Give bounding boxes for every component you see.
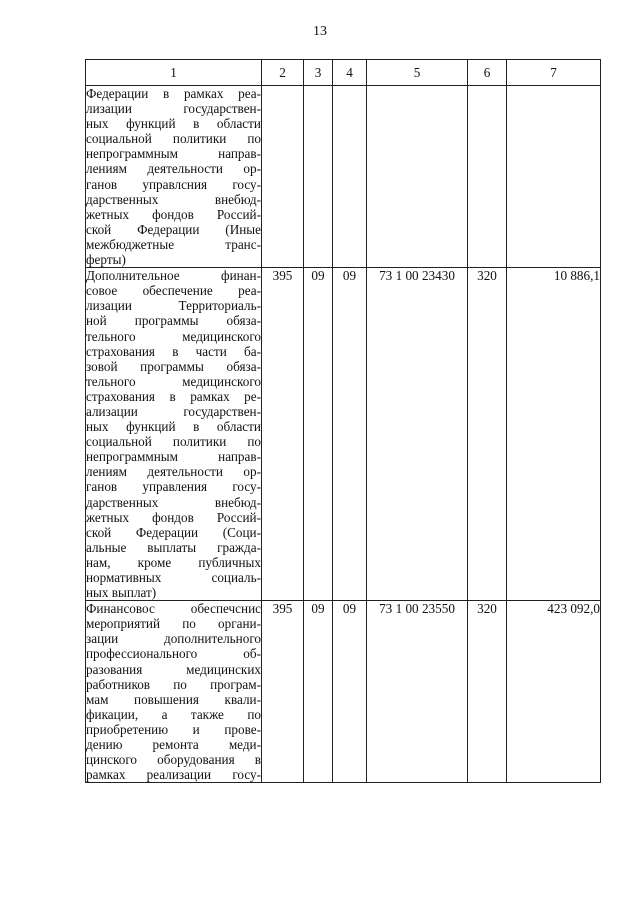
description-line: дарственных внебюд- (86, 191, 261, 207)
cell-section (304, 86, 333, 268)
table-row (86, 601, 601, 783)
cell-ministry-code (262, 86, 304, 268)
description-line: рамках реализации госу- (86, 767, 261, 783)
row-description (86, 86, 262, 268)
cell-amount: 423 092,0 (507, 601, 601, 783)
header-row (86, 60, 601, 86)
description-line: социальной политики по (86, 131, 261, 147)
cell-expense-type: 320 (468, 601, 507, 783)
header-cell-4: 4 (333, 60, 367, 86)
cell-subsection: 09 (333, 601, 367, 783)
description-line: работников по програм- (86, 676, 261, 692)
description-line: Финансовос обеспечснис (86, 601, 261, 617)
description-line: жетных фондов Россий- (86, 509, 261, 525)
cell-expense-type: 320 (468, 268, 507, 601)
description-line: мероприятий по органи- (86, 616, 261, 632)
page-number: 13 (313, 24, 327, 39)
description-line: ганов управлсния госу- (86, 176, 261, 192)
cell-section: 09 (304, 268, 333, 601)
description-line: мам повышения квали- (86, 691, 261, 707)
description-line: ской Федерации (Иные (86, 221, 261, 237)
header-cell-6: 6 (468, 60, 507, 86)
cell-target-article: 73 1 00 23550 (367, 601, 468, 783)
description-line: ных функций в области (86, 419, 261, 435)
description-line: страхования в части ба- (86, 343, 261, 359)
description-line: социальной политики по (86, 434, 261, 450)
description-line: лизации Территориаль- (86, 298, 261, 314)
budget-table (85, 59, 601, 783)
description-line: нам, кроме публичных (86, 554, 261, 570)
cell-section: 09 (304, 601, 333, 783)
description-line: зации дополнительного (86, 631, 261, 647)
cell-amount: 10 886,1 (507, 268, 601, 601)
row-description (86, 268, 262, 601)
header-cell-7: 7 (507, 60, 601, 86)
description-line: совое обеспечение реа- (86, 283, 261, 299)
table-row (86, 268, 601, 601)
cell-target-article: 73 1 00 23430 (367, 268, 468, 601)
cell-expense-type (468, 86, 507, 268)
description-line: межбюджетные транс- (86, 236, 261, 252)
cell-target-article (367, 86, 468, 268)
description-line: профессионального об- (86, 646, 261, 662)
description-line: ферты) (86, 252, 126, 268)
description-line: Федерации в рамках реа- (86, 86, 261, 101)
cell-ministry-code: 395 (262, 268, 304, 601)
description-line: лизации государствен- (86, 101, 261, 117)
description-line: ной программы обяза- (86, 313, 261, 329)
description-line: ализации государствен- (86, 403, 261, 419)
description-line: фикации, а также по (86, 706, 261, 722)
header-cell-5: 5 (367, 60, 468, 86)
description-line: тельного медицинского (86, 328, 261, 344)
description-line: цинского оборудования в (86, 752, 261, 768)
cell-amount (507, 86, 601, 268)
table-row (86, 86, 601, 268)
description-line: ных функций в области (86, 116, 261, 132)
description-line: ской Федерации (Соци- (86, 524, 261, 540)
header-cell-2: 2 (262, 60, 304, 86)
description-line: зовой программы обяза- (86, 358, 261, 374)
cell-subsection (333, 86, 367, 268)
description-line: непрограммным направ- (86, 146, 261, 162)
description-line: непрограммным направ- (86, 449, 261, 465)
description-line: приобретению и прове- (86, 721, 261, 737)
header-cell-1: 1 (86, 60, 262, 86)
description-line: жетных фондов Россий- (86, 206, 261, 222)
cell-subsection: 09 (333, 268, 367, 601)
row-description (86, 601, 262, 783)
description-line: дению ремонта меди- (86, 737, 261, 753)
description-line: лениям деятельности ор- (86, 464, 261, 480)
description-line: Дополнительное финан- (86, 268, 261, 284)
description-line: страхования в рамках ре- (86, 388, 261, 404)
header-cell-3: 3 (304, 60, 333, 86)
description-line: разования медицинских (86, 661, 261, 677)
cell-ministry-code: 395 (262, 601, 304, 783)
description-line: ганов управления госу- (86, 479, 261, 495)
description-line: тельного медицинского (86, 373, 261, 389)
description-line: дарственных внебюд- (86, 494, 261, 510)
description-line: нормативных социаль- (86, 570, 261, 585)
description-line: альные выплаты гражда- (86, 539, 261, 555)
description-line: лениям деятельности ор- (86, 161, 261, 177)
description-line: ных выплат) (86, 585, 157, 601)
